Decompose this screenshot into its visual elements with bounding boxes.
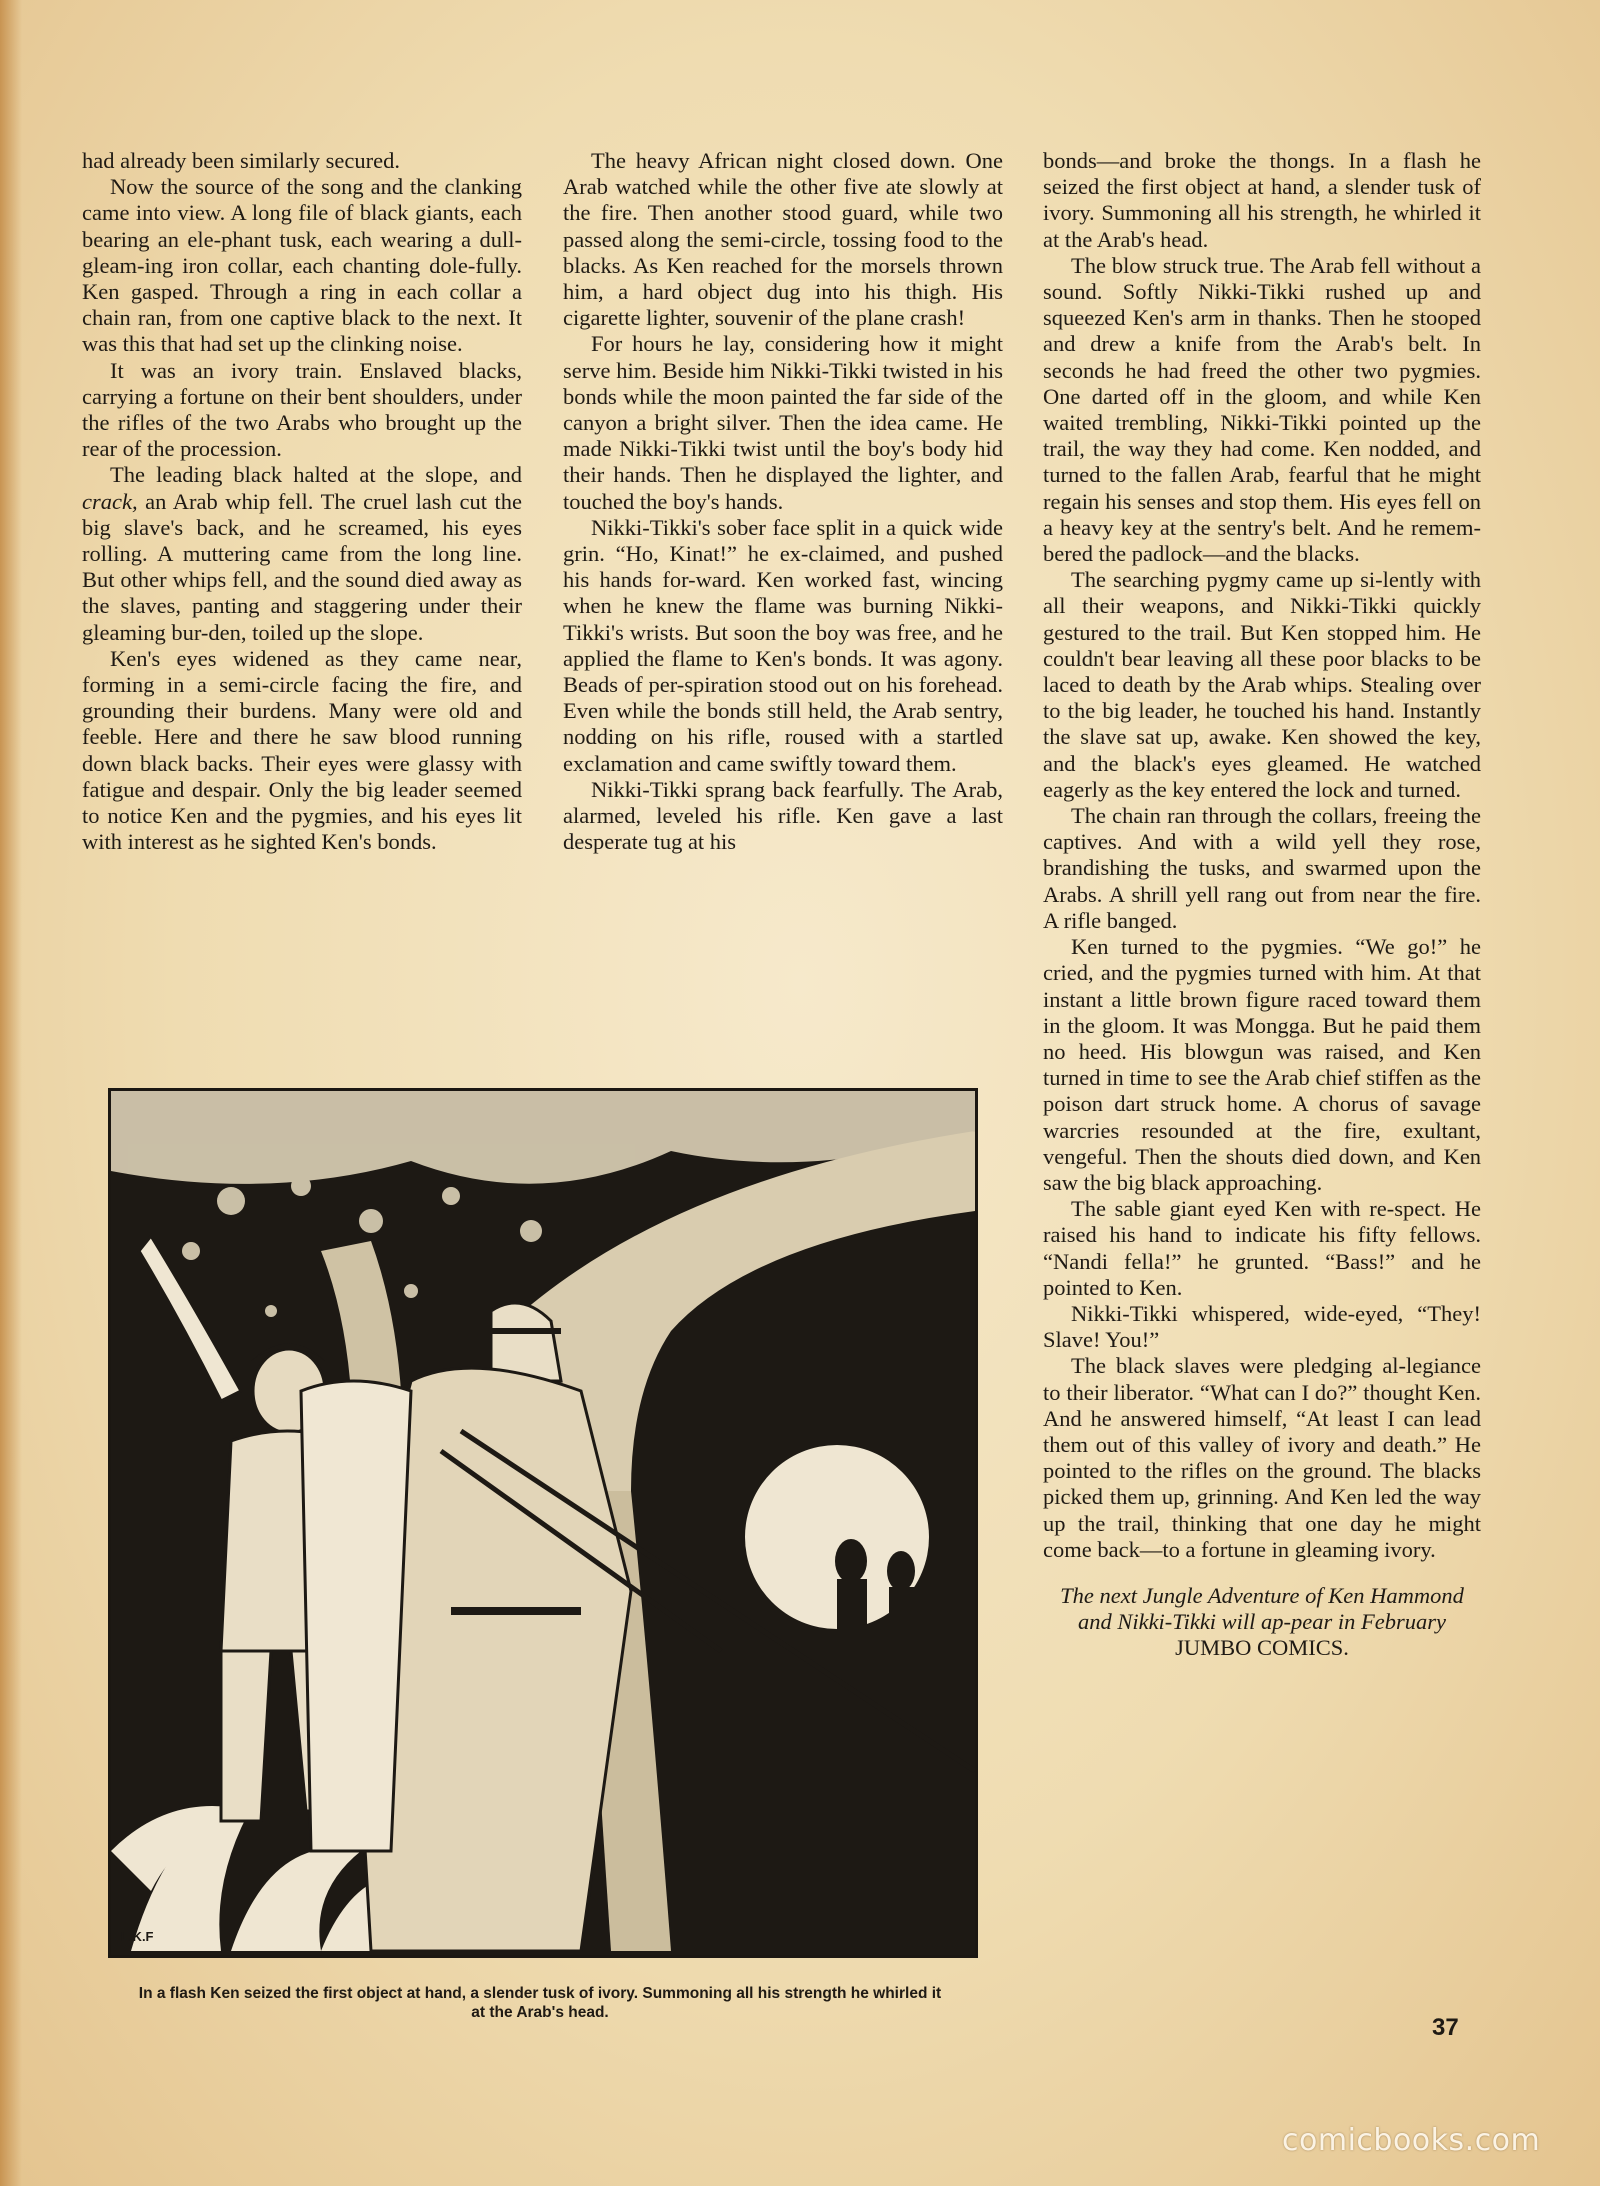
column-1-paragraph: The leading black halted at the slope, and crack, an Arab whip fell. The cruel lash cut the big slave's back, and he screamed, his eyes rolling. A muttering came from the long line. But other whips fell, and the sound died away as the slaves, panting and staggering under their gleaming bur-den, toiled up the slope. — [82, 462, 522, 645]
next-issue-teaser — [1043, 1583, 1481, 1662]
column-3-paragraph: Ken turned to the pygmies. “We go!” he cried, and the pygmies turned with him. At that instant a little brown figure raced toward them in the gloom. It was Mongga. But he paid them no heed. His blowgun was raised, and Ken turned in time to see the Arab chief stiffen as the poison dart struck home. A chorus of savage warcries resounded at the fire, exultant, vengeful. Then the shouts died down, and Ken saw the big black approaching. — [1043, 934, 1481, 1195]
column-1-paragraph: Ken's eyes widened as they came near, forming in a semi-circle facing the fire, and grounding their burdens. Many were old and feeble. Here and there he saw blood running down black backs. Their eyes were glassy with fatigue and despair. Only the big leader seemed to notice Ken and the pygmies, and his eyes lit with interest as he sighted Ken's bonds. — [82, 645, 522, 855]
watermark: comicbooks.com — [1282, 2123, 1541, 2158]
emphasis-text: crack, — [82, 488, 138, 514]
text-column-2 — [563, 148, 1003, 855]
page-number: 37 — [1432, 2014, 1459, 2041]
column-3-paragraph: Nikki-Tikki whispered, wide-eyed, “They! Slave! You!” — [1043, 1300, 1481, 1353]
story-illustration — [108, 1088, 978, 1958]
column-1-paragraph: had already been similarly secured. — [82, 148, 400, 173]
illustration-drawing — [111, 1091, 975, 1955]
column-1-paragraph: It was an ivory train. Enslaved blacks, carrying a fortune on their bent shoulders, under the rifles of the two Arabs who brought up the rear of the procession. — [82, 357, 522, 462]
column-3-paragraph: bonds—and broke the thongs. In a flash he seized the first object at hand, a slender tusk of ivory. Summoning all his strength, he whirled it at the Arab's head. — [1043, 148, 1481, 252]
column-3-paragraph: The sable giant eyed Ken with re-spect. He raised his hand to indicate his fifty fellows. “Nandi fella!” he grunted. “Bass!” and he pointed to Ken. — [1043, 1196, 1481, 1300]
text-column-3-body — [1043, 148, 1481, 1563]
column-3-paragraph: The searching pygmy came up si-lently with all their weapons, and Nikki-Tikki quickly gestured to the trail. But Ken stopped him. He couldn't bear leaving all these poor blacks to be laced to death by the Arab whips. Stealing over to the big leader, he touched his hand. Instantly the slave sat up, awake. Ken showed the key, and the black's eyes gleamed. He watched eagerly as the key entered the lock and turned. — [1043, 567, 1481, 802]
text-column-3 — [1043, 148, 1481, 1662]
text-column-1 — [82, 148, 522, 855]
column-3-paragraph: The chain ran through the collars, freeing the captives. And with a wild yell they rose, brandishing the tusks, and swarmed upon the Arabs. A shrill yell rang out from near the fire. A rifle banged. — [1043, 803, 1481, 933]
column-2-paragraph: The heavy African night closed down. One Arab watched while the other five ate slowly at the fire. Then another stood guard, while two passed along the semi-circle, tossing food to the blacks. As Ken reached for the morsels thrown him, a hard object dug into his thigh. His cigarette lighter, souvenir of the plane crash! — [563, 148, 1003, 331]
column-3-paragraph: The black slaves were pledging al-legiance to their liberator. “What can I do?” thought Ken. And he answered himself, “At least I can lead them out of this valley of ivory and death.” He pointed to the rifles on the ground. The blacks picked them up, grinning. And Ken led the way up the trail, thinking that one day he might come back—to a fortune in gleaming ivory. — [1043, 1353, 1481, 1562]
paper-edge-shadow — [0, 0, 22, 2186]
teaser-italic-text: The next Jungle Adventure of Ken Hammond and Nikki-Tikki will ap-pear in February — [1060, 1582, 1464, 1635]
column-1-paragraph: Now the source of the song and the clanking came into view. A long file of black giants, each bearing an ele-phant tusk, each wearing a dull-gleam-ing iron collar, each chanting dole-fully. Ken gasped. Through a ring in each collar a chain ran, from one captive black to the next. It was this that had set up the clinking noise. — [82, 174, 522, 357]
column-3-paragraph: The blow struck true. The Arab fell without a sound. Softly Nikki-Tikki rushed up and squeezed Ken's arm in thanks. Then he stooped and drew a knife from the Arab's belt. In seconds he had freed the other two pygmies. One darted off in the gloom, and while Ken waited trembling, Nikki-Tikki pointed up the trail, the way they had come. Ken nodded, and turned to the fallen Arab, fearful that he might regain his senses and stop them. His eyes fell on a heavy key at the sentry's belt. And he remem-bered the padlock—and the blacks. — [1043, 252, 1481, 567]
column-2-paragraph: Nikki-Tikki sprang back fearfully. The Arab, alarmed, leveled his rifle. Ken gave a last desperate tug at his — [563, 776, 1003, 855]
column-2-paragraph: Nikki-Tikki's sober face split in a quick wide grin. “Ho, Kinat!” he ex-claimed, and pushed his hands for-ward. Ken worked fast, wincing when he knew the flame was burning Nikki-Tikki's wrists. But soon the boy was free, and he applied the flame to Ken's bonds. It was agony. Beads of per-spiration stood out on his forehead. Even while the bonds still held, the Arab sentry, nodding on his rifle, roused with a startled exclamation and came swiftly toward them. — [563, 514, 1003, 776]
illustration-caption: In a flash Ken seized the first object at hand, a slender tusk of ivory. Summoning all his strength he whirled it at the Arab's head. — [138, 1985, 942, 2021]
column-2-paragraph: For hours he lay, considering how it might serve him. Beside him Nikki-Tikki twisted in his bonds while the moon painted the far side of the canyon a bright silver. Then the idea came. He made Nikki-Tikki twist until the boy's body hid their hands. Then he displayed the lighter, and touched the boy's hands. — [563, 331, 1003, 514]
illustration-signature: L.K.F — [121, 1929, 154, 1944]
teaser-magazine-name: JUMBO COMICS. — [1175, 1635, 1349, 1661]
